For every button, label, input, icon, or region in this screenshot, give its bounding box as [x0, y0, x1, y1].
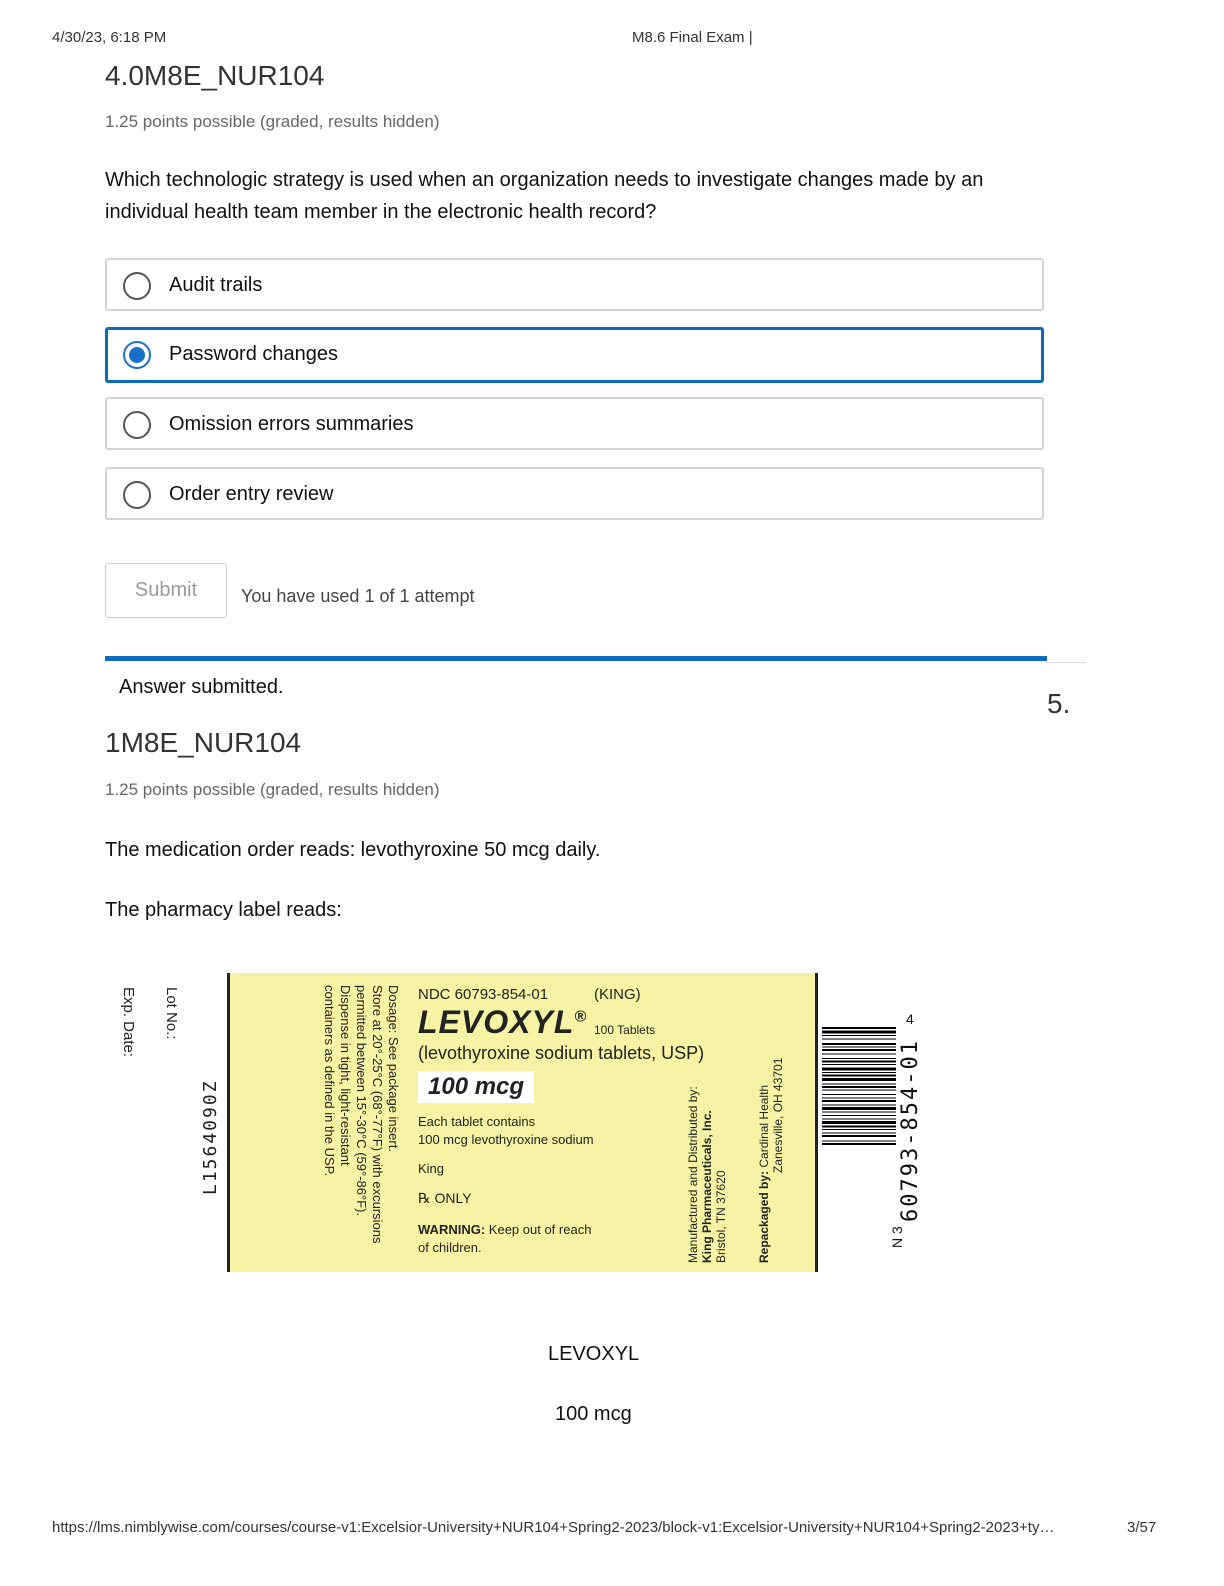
divider — [1047, 662, 1086, 663]
barcode-bar — [822, 1143, 896, 1145]
barcode-prefix: N 3 — [889, 1226, 905, 1248]
question-4-points: 1.25 points possible (graded, results hidden) — [105, 112, 440, 131]
exp-date-label: Exp. Date: — [120, 987, 137, 1058]
repack-name: Cardinal Health — [757, 1084, 771, 1168]
barcode-bar — [822, 1068, 896, 1071]
barcode-bar — [822, 1098, 896, 1099]
barcode — [822, 1027, 896, 1229]
brand-name — [418, 1004, 587, 1041]
option-label: Order entry review — [169, 483, 334, 505]
barcode-bar — [822, 1094, 896, 1095]
barcode-bar — [822, 1133, 896, 1134]
option-label: Omission errors summaries — [169, 413, 414, 435]
brand-text: LEVOXYL — [418, 1004, 575, 1040]
caption-brand: LEVOXYL — [548, 1343, 640, 1365]
storage-line: Store at 20°-25°C (68°-77°F) with excursions — [370, 985, 385, 1244]
dispense-line: containers as defined in the USP. — [322, 985, 337, 1177]
answer-status: Answer submitted. — [119, 676, 284, 698]
barcode-bar — [822, 1107, 896, 1110]
warning-bold: WARNING: — [418, 1222, 486, 1237]
barcode-bar — [822, 1115, 896, 1116]
submission-status-bar — [105, 656, 1047, 661]
barcode-bar — [822, 1072, 896, 1073]
submit-button[interactable]: Submit — [105, 563, 227, 618]
barcode-check-digit: 4 — [906, 1011, 914, 1027]
warning-text — [418, 1221, 591, 1257]
barcode-bar — [822, 1054, 896, 1055]
lot-code: L1564090Z — [200, 1079, 221, 1195]
question-4-text-line2: individual health team member in the electronic health record? — [105, 201, 657, 223]
barcode-bar — [822, 1135, 896, 1137]
maker-tag: (KING) — [594, 986, 641, 1003]
tablet-contents — [418, 1113, 594, 1149]
warning-line: of children. — [418, 1240, 482, 1255]
repack-city: Zanesville, OH 43701 — [771, 1057, 785, 1173]
contents-line: Each tablet contains — [418, 1114, 536, 1129]
print-page-number: 3/57 — [1127, 1519, 1157, 1536]
option-password-changes[interactable] — [105, 327, 1044, 383]
generic-name: (levothyroxine sodium tablets, USP) — [418, 1043, 705, 1063]
barcode-bar — [822, 1126, 896, 1128]
print-url: https://lms.nimblywise.com/courses/course-v1:Excelsior-University+NUR104+Spring2-2023/block-v1:Excelsior-University+NUR104+Spring2-2023+ty… — [52, 1519, 1055, 1536]
radio-button[interactable] — [123, 411, 151, 439]
option-audit-trails[interactable] — [105, 258, 1044, 311]
pharmacy-label-intro: The pharmacy label reads: — [105, 899, 342, 921]
question-5-number: 5. — [1047, 688, 1071, 719]
barcode-bar — [822, 1078, 896, 1081]
rx-only: ℞ ONLY — [418, 1190, 472, 1206]
radio-button-selected[interactable] — [123, 341, 151, 369]
dosage-storage-text — [321, 985, 401, 1244]
barcode-number: 60793-854-01 — [898, 1039, 923, 1222]
barcode-bar — [822, 1061, 896, 1063]
option-order-entry-review[interactable] — [105, 467, 1044, 520]
barcode-bar — [822, 1105, 896, 1106]
barcode-bar — [822, 1112, 896, 1113]
tablet-count: 100 Tablets — [594, 1023, 656, 1037]
option-label: Password changes — [169, 343, 338, 365]
repack-bold: Repackaged by: — [757, 1170, 771, 1263]
barcode-bar — [822, 1121, 896, 1124]
barcode-bar — [822, 1047, 896, 1048]
barcode-bar — [822, 1075, 896, 1077]
repackager-info — [757, 1058, 785, 1263]
barcode-bar — [822, 1049, 896, 1051]
dosage-line: Dosage: See package insert. — [386, 985, 401, 1152]
strength-badge: 100 mcg — [418, 1071, 534, 1103]
barcode-bar — [822, 1064, 896, 1065]
medication-order-text: The medication order reads: levothyroxine 50 mcg daily. — [105, 839, 601, 861]
attempts-text: You have used 1 of 1 attempt — [241, 586, 475, 606]
barcode-bar — [822, 1100, 896, 1102]
question-4-title: 4.0M8E_NUR104 — [105, 60, 325, 91]
manufacturer-name: King Pharmaceuticals, Inc. — [700, 1110, 714, 1263]
barcode-bar — [822, 1090, 896, 1091]
print-datetime: 4/30/23, 6:18 PM — [52, 29, 167, 46]
barcode-bar — [822, 1086, 896, 1088]
barcode-bar — [822, 1119, 896, 1120]
barcode-bar — [822, 1084, 896, 1085]
maker-name: King — [418, 1161, 445, 1176]
radio-button[interactable] — [123, 481, 151, 509]
question-4-text — [105, 164, 1055, 228]
radio-button[interactable] — [123, 272, 151, 300]
registered-mark: ® — [574, 1008, 588, 1026]
pharmacy-drug-label — [227, 973, 818, 1272]
manufacturer-line: Manufactured and Distributed by: — [686, 1086, 700, 1263]
option-omission-errors-summaries[interactable] — [105, 397, 1044, 450]
caption-strength: 100 mcg — [555, 1403, 632, 1425]
manufacturer-city: Bristol, TN 37620 — [714, 1170, 728, 1263]
dispense-line: Dispense in tight, light-resistant — [338, 985, 353, 1166]
barcode-bar — [822, 1058, 896, 1059]
ndc-number: NDC 60793-854-01 — [418, 986, 549, 1003]
storage-line: permitted between 15°-30°C (59°-86°F). — [354, 985, 369, 1217]
barcode-bar — [822, 1039, 896, 1040]
warning-line: Keep out of reach — [488, 1222, 592, 1237]
barcode-bar — [822, 1141, 896, 1142]
barcode-bar — [822, 1129, 896, 1130]
barcode-bar — [822, 1035, 896, 1036]
lot-no-label: Lot No.: — [163, 987, 180, 1040]
option-label: Audit trails — [169, 274, 263, 296]
manufacturer-info — [686, 1086, 728, 1263]
barcode-bar — [822, 1031, 896, 1034]
print-page-title: M8.6 Final Exam | — [632, 29, 753, 46]
barcode-bar — [822, 1027, 896, 1029]
contents-line: 100 mcg levothyroxine sodium — [418, 1132, 594, 1147]
question-4-text-line1: Which technologic strategy is used when an organization needs to investigate changes made by an — [105, 169, 984, 191]
barcode-bar — [822, 1043, 896, 1045]
question-5-title: 1M8E_NUR104 — [105, 727, 302, 758]
question-5-points: 1.25 points possible (graded, results hidden) — [105, 780, 440, 799]
